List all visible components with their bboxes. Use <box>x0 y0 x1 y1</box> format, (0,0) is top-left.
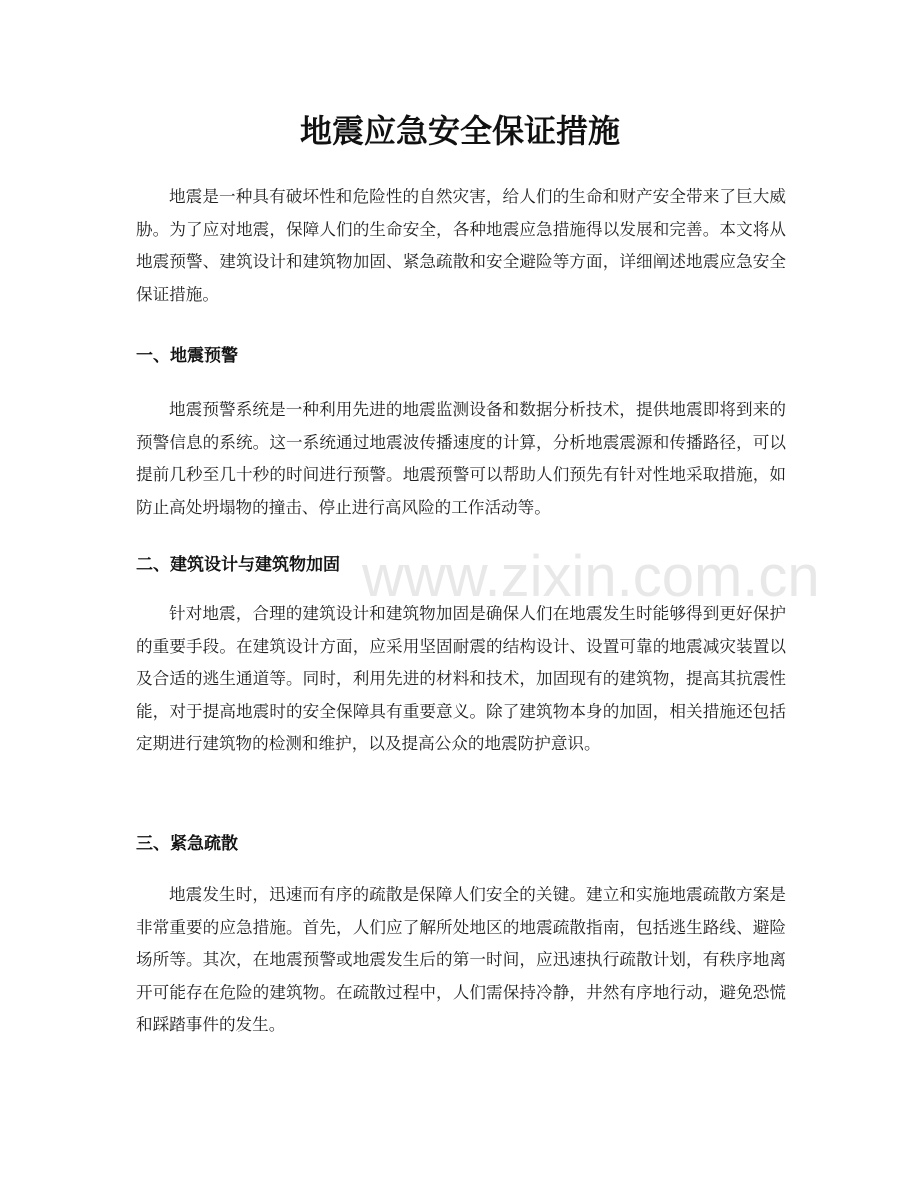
site-watermark: www.zixin.com.cn <box>362 544 820 609</box>
section-body-building-design: 针对地震，合理的建筑设计和建筑物加固是确保人们在地震发生时能够得到更好保护的重要手段。在建筑设计方面，应采用坚固耐震的结构设计、设置可靠的地震减灾装置以及合适的逃生通道等。同时，利用先进的材料和技术，加固现有的建筑物，提高其抗震性能，对于提高地震时的安全保障具有重要意义。除了建筑物本身的加固，相关措施还包括定期进行建筑物的检测和维护，以及提高公众的地震防护意识。 <box>136 604 786 754</box>
section-heading-building-design: 二、建筑设计与建筑物加固 <box>136 555 340 575</box>
section-body-evacuation: 地震发生时，迅速而有序的疏散是保障人们安全的关键。建立和实施地震疏散方案是非常重要的应急措施。首先，人们应了解所处地区的地震疏散指南，包括逃生路线、避险场所等。其次，在地震预警或地震发生后的第一时间，应迅速执行疏散计划，有秩序地离开可能存在危险的建筑物。在疏散过程中，人们需保持冷静，井然有序地行动，避免恐慌和踩踏事件的发生。 <box>136 885 786 1035</box>
document-title: 地震应急安全保证措施 <box>299 112 620 150</box>
section-heading-evacuation: 三、紧急疏散 <box>136 834 238 854</box>
intro-paragraph: 地震是一种具有破坏性和危险性的自然灾害，给人们的生命和财产安全带来了巨大威胁。为了应对地震，保障人们的生命安全，各种地震应急措施得以发展和完善。本文将从地震预警、建筑设计和建筑物加固、紧急疏散和安全避险等方面，详细阐述地震应急安全保证措施。 <box>136 187 786 304</box>
section-body-early-warning: 地震预警系统是一种利用先进的地震监测设备和数据分析技术，提供地震即将到来的预警信息的系统。这一系统通过地震波传播速度的计算，分析地震震源和传播路径，可以提前几秒至几十秒的时间进行预警。地震预警可以帮助人们预先有针对性地采取措施，如防止高处坍塌物的撞击、停止进行高风险的工作活动等。 <box>136 400 786 517</box>
section-heading-early-warning: 一、地震预警 <box>136 346 238 366</box>
